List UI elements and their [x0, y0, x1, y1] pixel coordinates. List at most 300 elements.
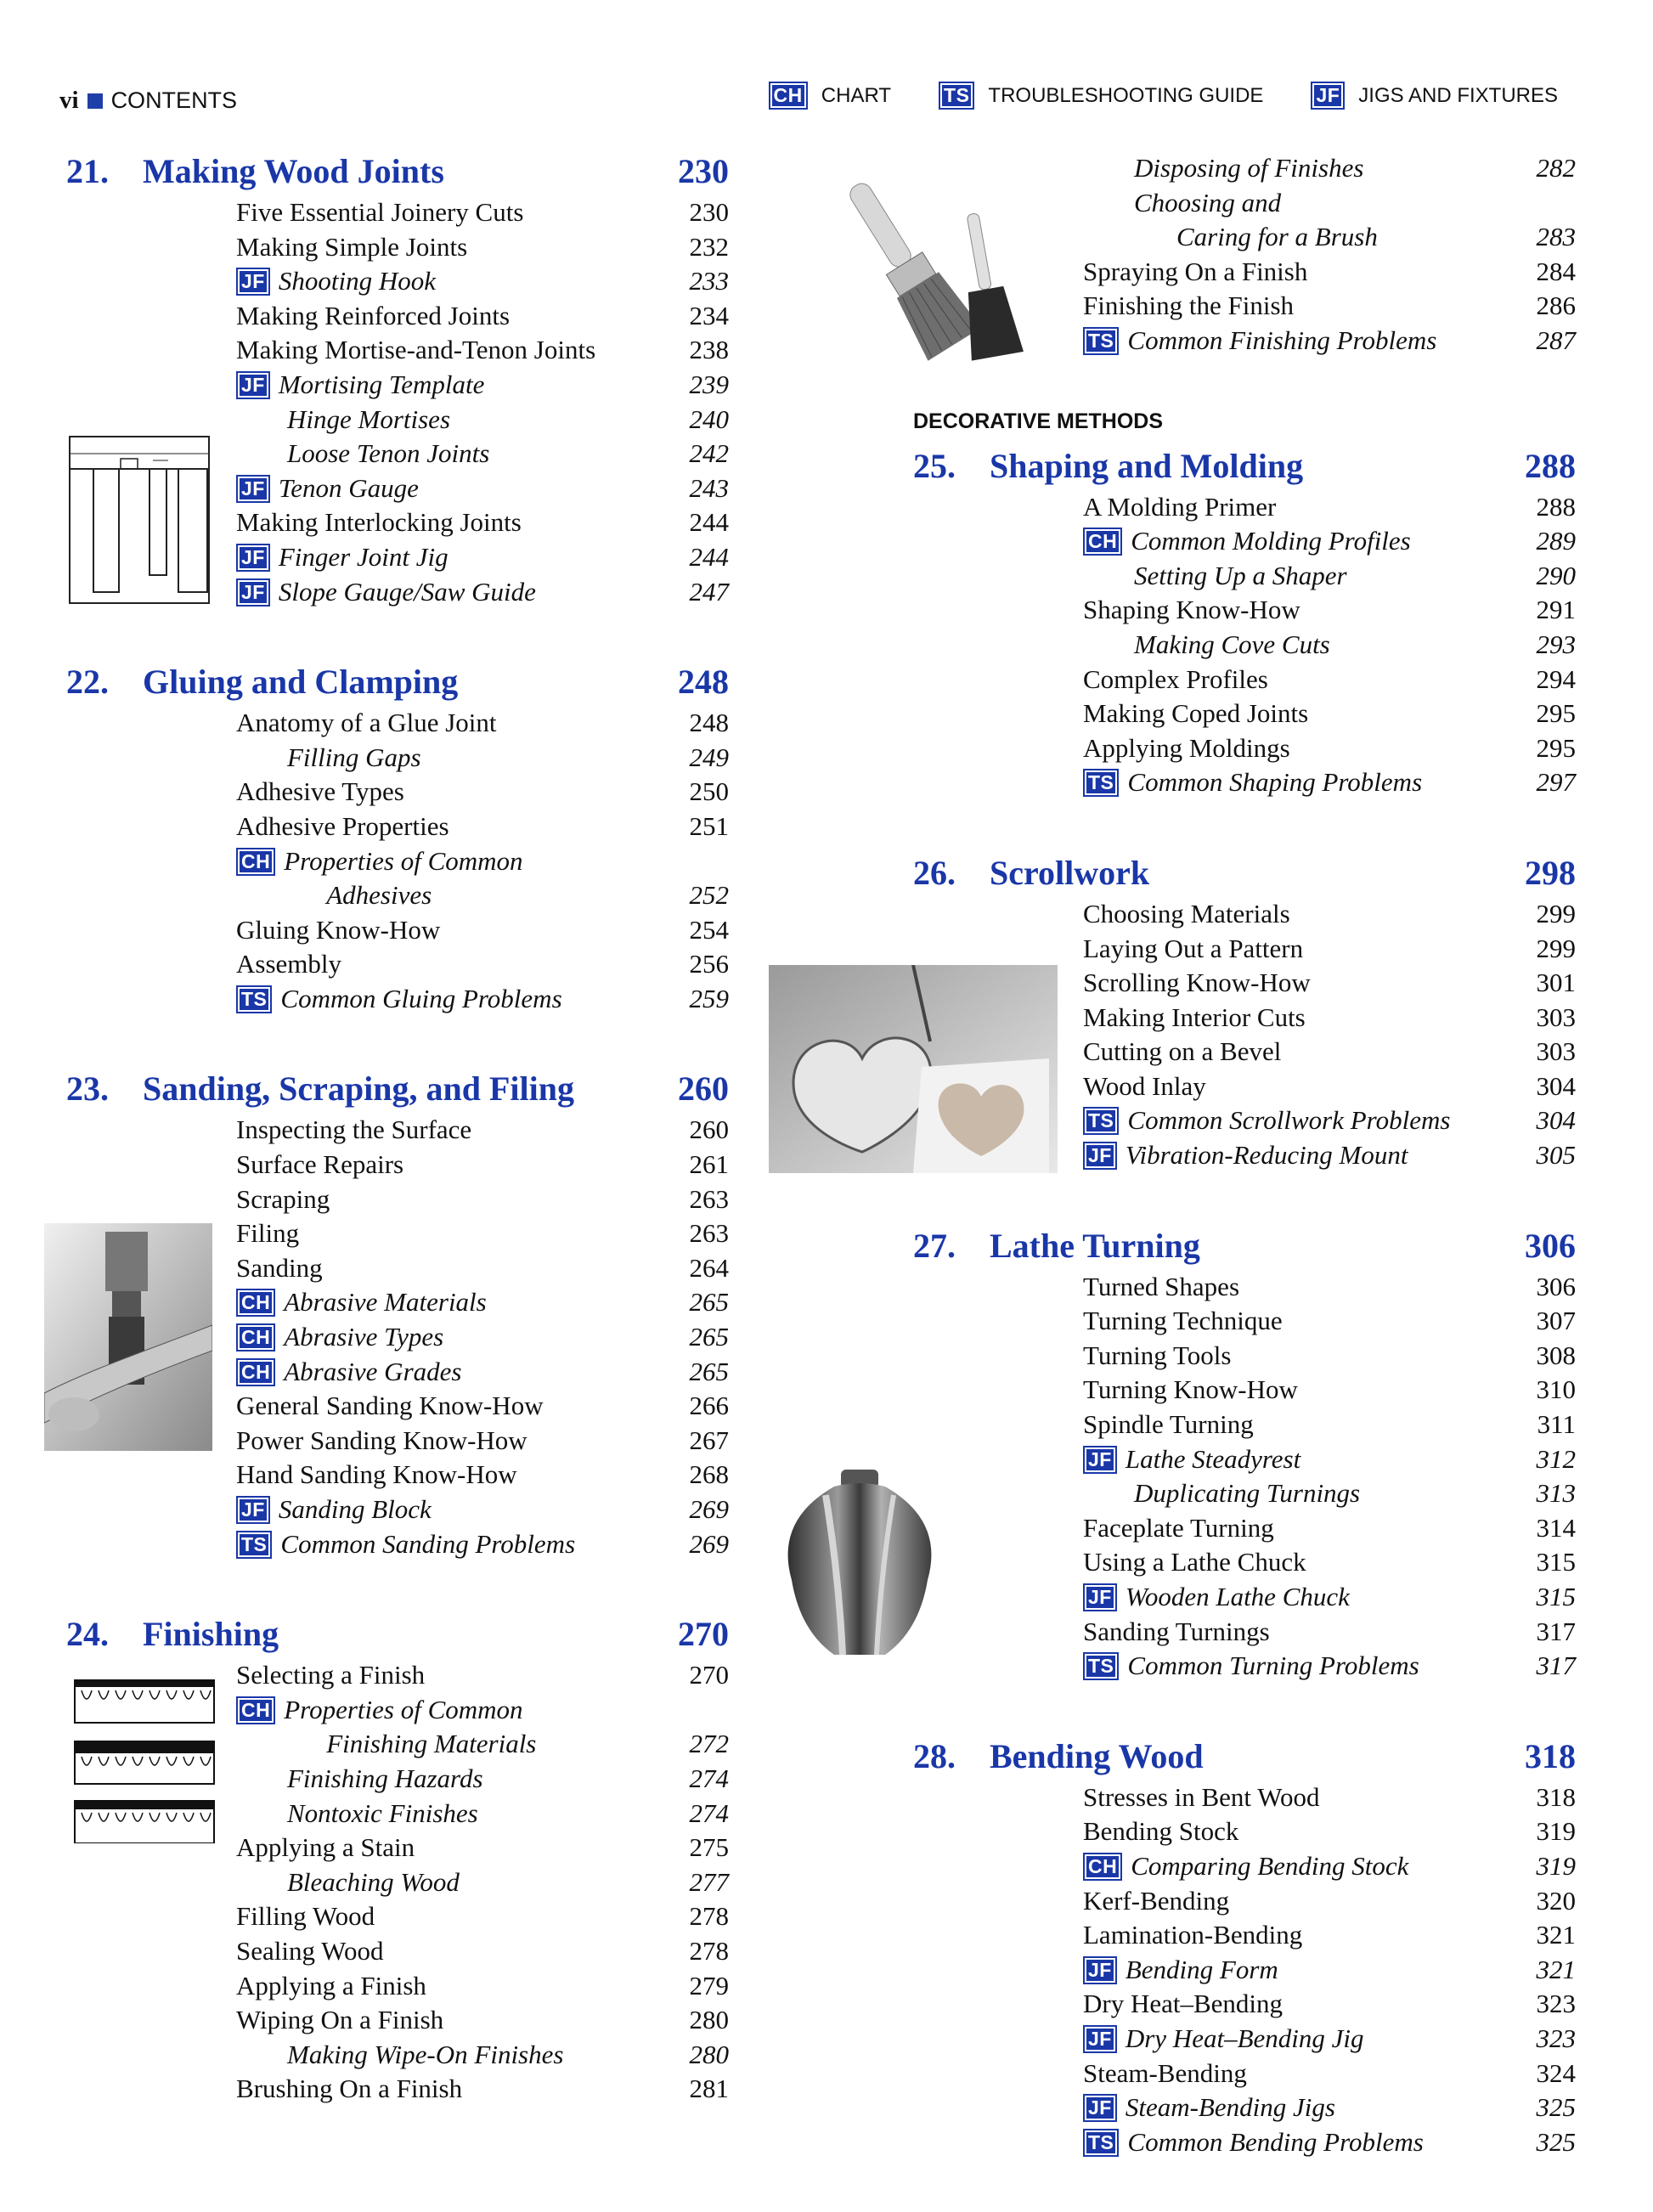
toc-entry[interactable]	[1083, 1476, 1576, 1511]
entry-title-block	[236, 1424, 527, 1459]
entry-text-wrap	[236, 195, 661, 230]
entry-page: 284	[1536, 256, 1576, 286]
entry-page: 268	[689, 1459, 729, 1490]
jf-badge-icon: JF	[1083, 2025, 1117, 2053]
toc-entry[interactable]	[236, 1527, 729, 1562]
toc-entry[interactable]	[236, 1424, 729, 1459]
section-name: CONTENTS	[110, 87, 238, 113]
entry-title: Common Finishing Problems	[1127, 324, 1437, 355]
entry-page: 293	[1536, 629, 1576, 659]
chapter-heading[interactable]	[66, 1614, 729, 1658]
entry-page: 291	[1536, 595, 1576, 625]
toc-entry[interactable]	[236, 775, 729, 810]
toc-entry[interactable]	[1083, 324, 1576, 358]
chapter-page: 298	[1525, 853, 1576, 892]
toc-entry[interactable]	[1083, 1918, 1576, 1953]
chapter-number: 23.	[66, 1069, 109, 1109]
toc-entry[interactable]	[236, 982, 729, 1017]
toc-entry[interactable]	[236, 505, 729, 540]
entry-page: 321	[1536, 1954, 1576, 1984]
entry-title: Assembly	[236, 949, 341, 979]
toc-entry[interactable]	[236, 540, 729, 575]
entry-title-block	[1083, 932, 1303, 967]
entry-title-block	[1127, 1649, 1419, 1684]
entry-page: 274	[689, 1797, 729, 1828]
toc-entry[interactable]	[236, 1285, 729, 1320]
entry-title-continued: Finishing Materials	[326, 1729, 537, 1759]
entry-title-block	[236, 1148, 403, 1182]
entry-page: 299	[1536, 898, 1576, 928]
toc-entry[interactable]	[1083, 731, 1576, 766]
entry-page: 261	[689, 1149, 729, 1180]
toc-entry[interactable]	[1083, 1649, 1576, 1684]
entry-title: Sanding	[236, 1252, 323, 1283]
entry-text-wrap	[236, 1493, 661, 1527]
entry-text-wrap	[1083, 2125, 1508, 2160]
entry-title-block	[287, 741, 421, 776]
ts-badge-icon: TS	[236, 1531, 272, 1559]
entry-title-block	[284, 844, 522, 913]
entry-title: Bending Form	[1125, 1954, 1278, 1984]
entry-text-wrap	[1083, 2091, 1508, 2125]
entry-title-block	[1134, 151, 1363, 186]
entry-page: 295	[1536, 732, 1576, 763]
entry-title: Finishing Hazards	[287, 1763, 483, 1793]
entry-page: 304	[1536, 1070, 1576, 1101]
entry-title-block	[236, 195, 523, 230]
entry-title: Lathe Steadyrest	[1125, 1443, 1301, 1474]
entry-title-block	[1083, 697, 1308, 731]
toc-entry[interactable]	[236, 1934, 729, 1969]
toc-entry[interactable]	[1083, 1545, 1576, 1580]
entry-text-wrap	[1083, 524, 1508, 559]
toc-entry[interactable]	[236, 706, 729, 741]
chapter-number: 27.	[913, 1226, 956, 1265]
entry-title: Slope Gauge/Saw Guide	[278, 576, 536, 607]
toc-entry[interactable]	[236, 1831, 729, 1865]
toc-entry[interactable]	[1083, 1408, 1576, 1442]
entry-text-wrap	[236, 1148, 661, 1182]
toc-entry[interactable]	[1083, 628, 1576, 663]
entry-title-block	[1083, 1373, 1298, 1408]
entry-page: 318	[1536, 1781, 1576, 1812]
toc-entry[interactable]	[236, 333, 729, 368]
chapter-page: 306	[1525, 1226, 1576, 1265]
toc-entry[interactable]	[236, 2038, 729, 2073]
entry-title: Comparing Bending Stock	[1131, 1850, 1409, 1881]
entry-title-block	[236, 1934, 383, 1969]
toc-entry[interactable]	[1083, 2057, 1576, 2091]
toc-entry[interactable]	[236, 575, 729, 610]
entry-page: 278	[689, 1935, 729, 1966]
toc-entry[interactable]	[236, 2003, 729, 2038]
entry-title: Common Shaping Problems	[1127, 767, 1423, 798]
entry-text-wrap	[1083, 1304, 1508, 1339]
chapter-number: 28.	[913, 1736, 956, 1775]
ch-badge-icon: CH	[236, 1358, 275, 1386]
entry-title-block	[279, 575, 536, 610]
entry-page: 247	[689, 576, 729, 607]
entry-text-wrap	[236, 403, 661, 437]
toc-entry[interactable]	[1083, 524, 1576, 559]
toc-entry[interactable]	[236, 368, 729, 403]
entry-title: Properties of Common	[284, 845, 523, 876]
toc-entry[interactable]	[236, 1251, 729, 1286]
entry-title: Abrasive Materials	[284, 1287, 487, 1318]
entry-page: 242	[689, 438, 729, 469]
entry-title: Shaping Know-How	[1083, 595, 1300, 625]
entry-text-wrap	[236, 1285, 661, 1320]
entry-title-block	[1083, 1780, 1320, 1815]
entry-title-continued: Adhesives	[326, 880, 432, 911]
entry-title: Applying Moldings	[1083, 732, 1290, 763]
toc-entry[interactable]	[236, 1762, 729, 1797]
entry-title-block	[284, 1693, 536, 1762]
chapter-heading[interactable]	[66, 1069, 729, 1113]
entry-page: 243	[689, 472, 729, 503]
entry-title-block	[236, 333, 595, 368]
entry-title-block	[1083, 289, 1294, 324]
legend-chart	[769, 82, 891, 110]
toc-entry[interactable]	[1083, 1511, 1576, 1546]
toc-entry[interactable]	[1083, 1069, 1576, 1104]
entry-text-wrap	[236, 947, 661, 982]
toc-entry[interactable]	[1083, 1373, 1576, 1408]
wood-pores-illustration	[73, 1673, 216, 1843]
entry-text-wrap	[236, 1658, 661, 1693]
entry-title-block	[1126, 2022, 1364, 2057]
entry-text-wrap	[1083, 731, 1508, 766]
entry-title: Surface Repairs	[236, 1149, 404, 1180]
toc-entry[interactable]	[1083, 559, 1576, 594]
toc-entry[interactable]	[1083, 765, 1576, 800]
entry-text-wrap	[1083, 1408, 1508, 1442]
toc-entry[interactable]	[1083, 255, 1576, 290]
entry-title: Making Interior Cuts	[1083, 1002, 1306, 1032]
entry-list	[236, 195, 729, 609]
entry-page: 317	[1536, 1651, 1576, 1681]
entry-text-wrap	[236, 2003, 661, 2038]
toc-entry[interactable]	[236, 1113, 729, 1148]
ts-badge-icon: TS	[1083, 2129, 1119, 2157]
chapter-title: Lathe Turning	[990, 1226, 1200, 1265]
chapter-number: 21.	[66, 152, 109, 190]
entry-list	[1083, 1270, 1576, 1684]
toc-entry[interactable]	[236, 741, 729, 776]
chapter-heading[interactable]	[66, 151, 729, 195]
chapter-heading[interactable]	[913, 853, 1576, 897]
entry-page: 282	[1536, 153, 1576, 183]
jf-badge-icon: JF	[236, 475, 270, 503]
toc-entry[interactable]	[236, 1865, 729, 1900]
entry-page: 288	[1536, 491, 1576, 522]
entry-title: Making Mortise-and-Tenon Joints	[236, 335, 596, 365]
entry-title: Complex Profiles	[1083, 663, 1268, 694]
toc-entry[interactable]	[1083, 1304, 1576, 1339]
toc-entry[interactable]	[236, 810, 729, 844]
toc-entry[interactable]	[236, 1389, 729, 1424]
entry-text-wrap	[1083, 1001, 1508, 1035]
ch-badge-icon: CH	[236, 1289, 275, 1317]
entry-title-block	[287, 403, 450, 437]
entry-title-block	[1083, 490, 1276, 525]
ts-badge-icon: TS	[1083, 327, 1119, 355]
entry-page: 265	[689, 1287, 729, 1318]
entry-title-block	[1126, 1442, 1300, 1477]
toc-entry[interactable]	[1083, 186, 1576, 255]
toc-entry[interactable]	[1083, 1953, 1576, 1988]
entry-text-wrap	[236, 2038, 661, 2073]
toc-entry[interactable]	[1083, 897, 1576, 932]
entry-title: Tenon Gauge	[278, 472, 419, 503]
toc-entry[interactable]	[1083, 1884, 1576, 1919]
toc-entry[interactable]	[236, 1182, 729, 1217]
entry-text-wrap	[236, 1693, 661, 1762]
entry-title-block	[1083, 1408, 1254, 1442]
toc-entry[interactable]	[1083, 1780, 1576, 1815]
entry-page: 313	[1536, 1478, 1576, 1509]
jf-badge-icon: JF	[1083, 1446, 1117, 1474]
entry-title: Spindle Turning	[1083, 1409, 1254, 1440]
entry-title: Nontoxic Finishes	[287, 1797, 478, 1828]
entry-page: 312	[1536, 1443, 1576, 1474]
toc-entry[interactable]	[1083, 1001, 1576, 1035]
entry-title-block	[1083, 593, 1300, 628]
entry-text-wrap	[236, 1216, 661, 1251]
toc-entry[interactable]	[236, 1658, 729, 1693]
entry-title-block	[284, 1320, 443, 1355]
legend-label: JIGS AND FIXTURES	[1358, 83, 1558, 107]
toc-entry[interactable]	[236, 264, 729, 299]
entry-text-wrap	[1083, 151, 1508, 186]
toc-entry[interactable]	[236, 844, 729, 913]
entry-page: 325	[1536, 2126, 1576, 2157]
toc-entry[interactable]	[236, 1320, 729, 1355]
entry-text-wrap	[1083, 1615, 1508, 1650]
entry-title-block	[236, 810, 449, 844]
toc-entry[interactable]	[236, 230, 729, 265]
chapter-heading[interactable]	[913, 446, 1576, 490]
toc-entry[interactable]	[236, 1797, 729, 1831]
entry-title: Scraping	[236, 1183, 330, 1214]
entry-title: Vibration-Reducing Mount	[1125, 1140, 1408, 1171]
entry-title: Cutting on a Bevel	[1083, 1036, 1282, 1067]
entry-text-wrap	[236, 1969, 661, 2004]
entry-text-wrap	[236, 1831, 661, 1865]
entry-title-block	[1083, 1035, 1281, 1069]
ch-badge-icon: CH	[1083, 1853, 1122, 1881]
jf-badge-icon: JF	[1311, 82, 1345, 110]
entry-title-block	[1127, 1103, 1450, 1138]
entry-page: 232	[689, 231, 729, 262]
entry-text-wrap	[236, 1113, 661, 1148]
entry-page: 319	[1536, 1850, 1576, 1881]
paint-brushes-photo	[769, 161, 1049, 374]
entry-text-wrap	[1083, 1069, 1508, 1104]
chapter-page: 288	[1525, 446, 1576, 485]
jf-badge-icon: JF	[236, 268, 270, 296]
toc-entry[interactable]	[236, 1493, 729, 1527]
toc-entry[interactable]	[1083, 289, 1576, 324]
entry-text-wrap	[1083, 490, 1508, 525]
entry-text-wrap	[236, 505, 661, 540]
entry-text-wrap	[236, 230, 661, 265]
entry-list-continued	[1083, 151, 1576, 358]
jf-badge-icon: JF	[1083, 1956, 1117, 1984]
entry-title-block	[1083, 966, 1311, 1001]
entry-title: Applying a Finish	[236, 1970, 426, 2000]
right-column	[913, 151, 1576, 2212]
toc-entry[interactable]	[1083, 663, 1576, 697]
entry-page: 274	[689, 1763, 729, 1793]
jf-badge-icon: JF	[1083, 2094, 1117, 2122]
entry-title: Power Sanding Know-How	[236, 1425, 527, 1455]
entry-page: 233	[689, 266, 729, 296]
toc-entry[interactable]	[236, 913, 729, 948]
entry-text-wrap	[236, 913, 661, 948]
entry-title-block	[1083, 1545, 1306, 1580]
entry-text-wrap	[1083, 663, 1508, 697]
toc-entry[interactable]	[236, 195, 729, 230]
entry-page: 252	[689, 880, 729, 911]
legend-troubleshooting	[939, 82, 1263, 110]
entry-title: Anatomy of a Glue Joint	[236, 708, 497, 738]
entry-page: 251	[689, 810, 729, 841]
toc-entry[interactable]	[1083, 1270, 1576, 1305]
entry-page: 234	[689, 300, 729, 330]
toc-entry[interactable]	[1083, 593, 1576, 628]
entry-title-block	[1083, 1987, 1283, 2022]
entry-title-block	[1083, 1339, 1231, 1374]
toc-entry[interactable]	[1083, 151, 1576, 186]
entry-text-wrap	[1083, 1849, 1508, 1884]
entry-title-block	[279, 471, 419, 506]
toc-entry[interactable]	[1083, 2022, 1576, 2057]
chapter-title: Making Wood Joints	[143, 152, 444, 190]
entry-title: Common Scrollwork Problems	[1127, 1105, 1451, 1136]
entry-title: Wiping On a Finish	[236, 2005, 444, 2035]
entry-title-continued: Caring for a Brush	[1176, 222, 1378, 252]
toc-entry[interactable]	[1083, 697, 1576, 731]
toc-entry[interactable]	[236, 947, 729, 982]
entry-list	[1083, 490, 1576, 800]
entry-title: Sealing Wood	[236, 1935, 384, 1966]
chapter-heading[interactable]	[913, 1736, 1576, 1780]
toc-entry[interactable]	[1083, 966, 1576, 1001]
toc-entry[interactable]	[1083, 1442, 1576, 1477]
entry-page: 294	[1536, 663, 1576, 694]
toc-entry[interactable]	[1083, 490, 1576, 525]
toc-entry[interactable]	[236, 1458, 729, 1493]
entry-title-block	[279, 1493, 432, 1527]
entry-text-wrap	[1083, 1580, 1508, 1615]
toc-entry[interactable]	[236, 403, 729, 437]
toc-entry[interactable]	[236, 471, 729, 506]
entry-title-block	[1127, 324, 1436, 358]
entry-text-wrap	[1083, 1780, 1508, 1815]
entry-title: Making Coped Joints	[1083, 698, 1309, 729]
entry-text-wrap	[236, 741, 661, 776]
entry-title-block	[1126, 1580, 1350, 1615]
toc-entry[interactable]	[236, 299, 729, 334]
entry-title: Duplicating Turnings	[1134, 1478, 1361, 1509]
entry-page: 239	[689, 369, 729, 399]
chapter-heading[interactable]	[913, 1226, 1576, 1270]
entry-title-block	[236, 1182, 330, 1217]
entry-title-block	[236, 947, 341, 982]
toc-entry[interactable]	[1083, 932, 1576, 967]
toc-entry[interactable]	[1083, 1987, 1576, 2022]
entry-title: Lamination-Bending	[1083, 1920, 1303, 1950]
entry-page: 320	[1536, 1885, 1576, 1916]
entry-title-block	[236, 1251, 323, 1286]
running-header	[59, 87, 237, 115]
chapter-page: 270	[678, 1615, 729, 1654]
toc-entry[interactable]	[236, 1899, 729, 1934]
toc-entry[interactable]	[1083, 1035, 1576, 1069]
toc-entry[interactable]	[1083, 1138, 1576, 1173]
entry-title: Filling Gaps	[287, 742, 421, 772]
entry-title-block	[236, 1969, 426, 2004]
toc-entry[interactable]	[1083, 1615, 1576, 1650]
toc-entry[interactable]	[236, 437, 729, 471]
entry-text-wrap	[1083, 1339, 1508, 1374]
toc-entry[interactable]	[1083, 1580, 1576, 1615]
toc-entry[interactable]	[236, 1355, 729, 1390]
entry-text-wrap	[236, 437, 661, 471]
toc-entry[interactable]	[1083, 2125, 1576, 2160]
entry-title-block	[1083, 663, 1268, 697]
chapter-title: Sanding, Scraping, and Filing	[143, 1069, 574, 1109]
entry-page: 266	[689, 1391, 729, 1421]
toc-entry[interactable]	[236, 2072, 729, 2107]
toc-entry[interactable]	[236, 1969, 729, 2004]
entry-page: 299	[1536, 933, 1576, 963]
toc-entry[interactable]	[1083, 1339, 1576, 1374]
toc-entry[interactable]	[1083, 2091, 1576, 2125]
entry-title: Wooden Lathe Chuck	[1125, 1582, 1350, 1611]
entry-title: Properties of Common	[284, 1694, 523, 1724]
toc-entry[interactable]	[1083, 1103, 1576, 1138]
toc-entry[interactable]	[1083, 1849, 1576, 1884]
entry-title: Making Cove Cuts	[1134, 629, 1330, 659]
entry-title-block	[280, 1527, 575, 1562]
entry-page: 269	[689, 1494, 729, 1524]
chapter-heading[interactable]	[66, 662, 729, 706]
entry-page: 259	[689, 983, 729, 1013]
entry-text-wrap	[236, 2072, 661, 2107]
chapter-page: 318	[1525, 1736, 1576, 1775]
entry-text-wrap	[236, 1389, 661, 1424]
entry-text-wrap	[1083, 289, 1508, 324]
entry-title: A Molding Primer	[1083, 491, 1277, 522]
chapter-number: 22.	[66, 663, 109, 702]
entry-page: 248	[689, 708, 729, 738]
entry-title-block	[1083, 1511, 1274, 1546]
toc-entry[interactable]	[1083, 1814, 1576, 1849]
toc-entry[interactable]	[236, 1693, 729, 1762]
entry-page: 260	[689, 1114, 729, 1145]
toc-entry[interactable]	[236, 1216, 729, 1251]
toc-entry[interactable]	[236, 1148, 729, 1182]
entry-list	[236, 1113, 729, 1561]
entry-text-wrap	[1083, 324, 1508, 358]
chapter-title: Gluing and Clamping	[143, 663, 459, 702]
chapter-28	[913, 1736, 1576, 2160]
ch-badge-icon: CH	[236, 1323, 275, 1351]
entry-page: 289	[1536, 526, 1576, 556]
chapter-27	[913, 1226, 1576, 1684]
